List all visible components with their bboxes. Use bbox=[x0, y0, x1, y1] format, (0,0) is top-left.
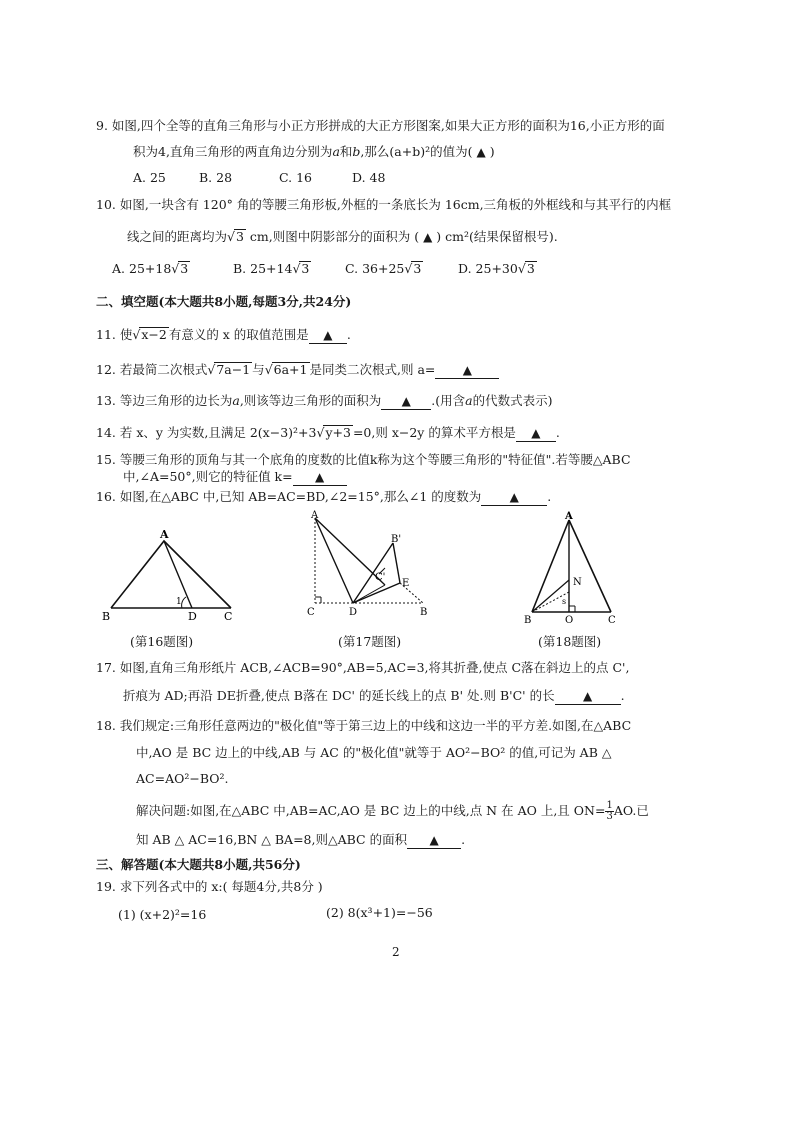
q14: 14. 若 x、y 为实数,且满足 2(x−3)²+3√y+3 =0,则 x−2y 的算术平方根是 ▲ . bbox=[96, 425, 560, 440]
f16-label-c: C bbox=[224, 610, 233, 623]
q18-line4: 解决问题:如图,在△ABC 中,AB=AC,AO 是 BC 边上的中线,点 N 在 AO 上,且 ON= $\frac{1}{3}AO$.已 bbox=[136, 800, 649, 822]
f17-label-bprime: B' bbox=[391, 534, 402, 545]
figure-18 bbox=[518, 508, 628, 623]
f18-label-c: C bbox=[608, 615, 616, 623]
f16-label-a: A bbox=[160, 528, 169, 541]
page-number: 2 bbox=[392, 945, 400, 959]
q11: 11. 使√x−2 有意义的 x 的取值范围是 ▲ . bbox=[96, 327, 351, 342]
q18-line3: AC=AO²−BO². bbox=[136, 771, 229, 786]
q18-line2: 中,AO 是 BC 边上的中线,AB 与 AC 的"极化值"就等于 AO²−BO² 的值,可记为 AB △ bbox=[136, 745, 612, 760]
q19-line1: 19. 求下列各式中的 x:( 每题4分,共8分 ) bbox=[96, 879, 323, 894]
q10-option-a: A. 25+18√3 bbox=[112, 261, 189, 276]
section-2-heading: 二、填空题(本大题共8小题,每题3分,共24分) bbox=[96, 294, 352, 309]
figure-16 bbox=[96, 525, 246, 627]
q10-line1: 10. 如图,一块含有 120° 角的等腰三角形板,外框的一条底长为 16cm,三角板的外框线和与其平行的内框 bbox=[96, 197, 672, 212]
f18-caption: (第18题图) bbox=[538, 634, 602, 649]
q9-option-a: A. 25 bbox=[133, 170, 166, 185]
q18-line5: 知 AB △ AC=16,BN △ BA=8,则△ABC 的面积 ▲ . bbox=[136, 832, 466, 847]
q19-part1: (1) (x+2)²=16 bbox=[118, 907, 207, 922]
f18-label-b: B bbox=[524, 615, 532, 623]
q9-option-d: D. 48 bbox=[352, 170, 386, 185]
f18-label-n: N bbox=[573, 577, 582, 588]
q17-line2: 折痕为 AD;再沿 DE折叠,使点 B落在 DC' 的延长线上的点 B' 处.则 B'C' 的长 ▲ . bbox=[123, 688, 625, 703]
f17-label-d: D bbox=[349, 607, 358, 618]
f18-label-s: s bbox=[562, 597, 567, 606]
f18-label-o: O bbox=[565, 615, 574, 623]
q17-line1: 17. 如图,直角三角形纸片 ACB,∠ACB=90°,AB=5,AC=3,将其折叠,使点 C落在斜边上的点 C', bbox=[96, 660, 630, 675]
f17-label-b: B bbox=[420, 607, 428, 618]
f17-label-e: E bbox=[402, 578, 410, 589]
q10-option-c: C. 36+25√3 bbox=[345, 261, 422, 276]
f17-label-cprime: C' bbox=[375, 572, 386, 583]
f16-label-b: B bbox=[102, 610, 111, 623]
q9-line1: 9. 如图,四个全等的直角三角形与小正方形拼成的大正方形图案,如果大正方形的面积为16,小正方形的面 bbox=[96, 118, 665, 133]
q10-line2: 线之间的距离均为√3 cm,则图中阴影部分的面积为 ( ▲ ) cm²(结果保留根号). bbox=[127, 229, 558, 244]
figure-17 bbox=[303, 508, 438, 623]
q9-option-c: C. 16 bbox=[279, 170, 312, 185]
f16-label-d: D bbox=[188, 610, 197, 623]
f18-label-a: A bbox=[565, 511, 573, 522]
f16-angle-1: 1 bbox=[176, 597, 182, 607]
q10-option-b: B. 25+14√3 bbox=[233, 261, 310, 276]
q19-part2: (2) 8(x³+1)=−56 bbox=[326, 905, 433, 920]
q15-line2: 中,∠A=50°,则它的特征值 k= ▲ bbox=[123, 469, 347, 486]
q16: 16. 如图,在△ABC 中,已知 AB=AC=BD,∠2=15°,那么∠1 的度数为 ▲ . bbox=[96, 489, 552, 504]
q9-option-b: B. 28 bbox=[199, 170, 233, 185]
q15-line1: 15. 等腰三角形的顶角与其一个底角的度数的比值k称为这个等腰三角形的"特征值".若等腰△ABC bbox=[96, 452, 631, 467]
section-3-heading: 三、解答题(本大题共8小题,共56分) bbox=[96, 857, 301, 872]
f16-caption: (第16题图) bbox=[130, 634, 194, 649]
q18-line1: 18. 我们规定:三角形任意两边的"极化值"等于第三边上的中线和这边一半的平方差.如图,在△ABC bbox=[96, 718, 632, 733]
q9-line2: 积为4,直角三角形的两直角边分别为a和b,那么(a+b)²的值为( ▲ ) bbox=[133, 144, 495, 159]
q13: 13. 等边三角形的边长为a,则该等边三角形的面积为 ▲ .(用含a的代数式表示) bbox=[96, 393, 553, 408]
q10-option-d: D. 25+30√3 bbox=[458, 261, 535, 276]
f17-caption: (第17题图) bbox=[338, 634, 402, 649]
f17-label-a: A bbox=[311, 510, 319, 521]
q12: 12. 若最简二次根式√7a−1 与√6a+1 是同类二次根式,则 a= ▲ bbox=[96, 362, 499, 379]
f17-label-c: C bbox=[307, 607, 315, 618]
